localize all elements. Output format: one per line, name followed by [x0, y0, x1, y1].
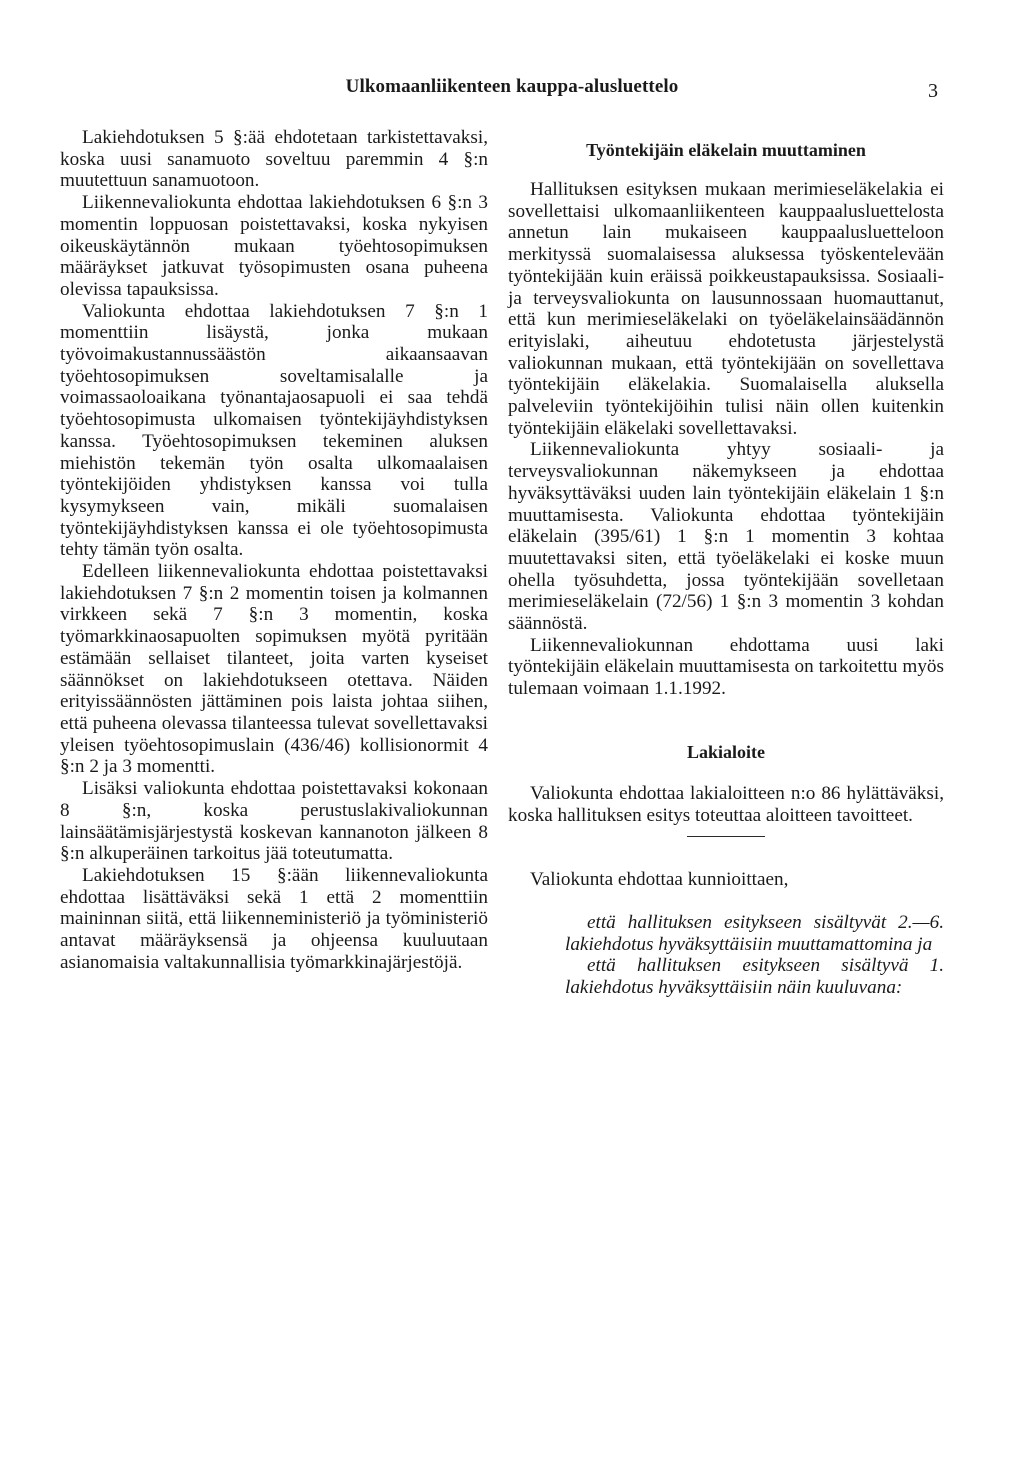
- divider: [687, 836, 765, 837]
- paragraph: Liikennevaliokunta ehdottaa lakiehdotuksen 6 §:n 3 momentin loppuosan poistettavaksi, koska nykyisen oikeuskäytännön mukaan työehtosopimuksen määräykset jatkuvat työsopimusten osana puheena olevissa tapauksissa.: [60, 192, 488, 300]
- paragraph: Lisäksi valiokunta ehdottaa poistettavaksi kokonaan 8 §:n, koska perustuslakivaliokunnan lainsäätämisjärjestystä koskevan kannanoton jälkeen 8 §:n alkuperäinen tarkoitus jää toteutumatta.: [60, 778, 488, 865]
- paragraph: Edelleen liikennevaliokunta ehdottaa poistettavaksi lakiehdotuksen 7 §:n 2 momentin toisen ja kolmannen virkkeen sekä 7 §:n 3 momentin, koska työmarkkinaosapuolten sopimuksen myötä pyritään estämään sellaiset tilanteet, joita varten kyseiset säännökset on lakiehdotukseen otettava. Näiden erityissäännösten jättäminen pois laista johtaa siihen, että puheena olevassa tilanteessa tulevat sovellettavaksi yleisen työehtosopimuslain (436/46) kollisionormit 4 §:n 2 ja 3 momentti.: [60, 561, 488, 778]
- paragraph: Liikennevaliokunta yhtyy sosiaali- ja terveysvaliokunnan näkemykseen ja ehdottaa hyväksyttäväksi uuden lain työntekijäin eläkelain 1 §:n muuttamisesta. Valiokunta ehdottaa työntekijäin eläkelain (395/61) 1 §:n 1 momentin 3 kohtaa muutettavaksi siten, että työeläkelaki ei koske muun ohella työsuhdetta, jossa työntekijään sovelletaan merimieseläkelain (72/56) 1 §:n 3 momentin 3 kohdan säännöstä.: [508, 439, 944, 635]
- paragraph: Valiokunta ehdottaa lakiehdotuksen 7 §:n 1 momenttiin lisäystä, jonka mukaan työvoimakustannussäästön aikaansaavan työehtosopimuksen soveltamisalalle ja voimassaoloaikana työnantajaosapuoli ei saa tehdä työehtosopimusta ulkomaisen työntekijäyhdistyksen kanssa. Työehtosopimuksen tekeminen aluksen miehistön tekemän työn osalta ulkomaalaisen työntekijöiden yhdistyksen kanssa voi tulla kysymykseen vain, mikäli suomalaisen työntekijäyhdistyksen kanssa ei ole työehtosopimusta tehty tämän työn osalta.: [60, 300, 488, 561]
- section-heading-lakialoite: Lakialoite: [686, 741, 765, 762]
- page-number: 3: [928, 80, 938, 102]
- paragraph: Lakiehdotuksen 5 §:ää ehdotetaan tarkistettavaksi, koska uusi sanamuoto soveltuu paremmin 4 §:n muutettuun sanamuotoon.: [60, 127, 488, 192]
- section-heading-pension-act: Työntekijäin eläkelain muuttaminen: [586, 140, 866, 160]
- paragraph: Lakiehdotuksen 15 §:ään liikennevaliokunta ehdottaa lisättäväksi sekä 1 että 2 momenttiin maininnan siitä, että liikenneministeriö ja työministeriö antavat määräyksensä ja ohjeensa kuuluutaan asianomaisia valtakunnallisia työmarkkinajärjestöjä.: [60, 864, 488, 973]
- paragraph: Liikennevaliokunnan ehdottama uusi laki työntekijäin eläkelain muuttamisesta on tarkoitettu myös tulemaan voimaan 1.1.1992.: [508, 634, 944, 700]
- paragraph: Hallituksen esityksen mukaan merimieseläkelakia ei sovellettaisi ulkomaanliikenteen kauppaalusluettelosta annetun lain mukaiseen kauppaalusluetteloon merkityssä suomalaisessa aluksessa työskentelevään työntekijään kuin eräissä poikkeustapauksissa. Sosiaali- ja terveysvaliokunta on lausunnossaan huomauttanut, että kun merimieseläkelaki on työeläkelainsäädännön erityislaki, aiheutuu ehdotetusta järjestelystä valiokunnan mukaan, että työntekijään on sovellettava työntekijäin eläkelakia. Suomalaisella aluksella palveleviin työntekijöihin tulisi näin ollen kuitenkin työntekijäin eläkelaki sovellettavaksi.: [508, 179, 944, 439]
- paragraph: Valiokunta ehdottaa lakialoitteen n:o 86 hylättäväksi, koska hallituksen esitys toteuttaa aloitteen tavoitteet.: [508, 782, 944, 826]
- motion-item: että hallituksen esitykseen sisältyvä 1. lakiehdotus hyväksyttäisiin näin kuuluvana:: [565, 955, 944, 999]
- left-column: [60, 127, 488, 973]
- motion-item: että hallituksen esitykseen sisältyvät 2.—6. lakiehdotus hyväksyttäisiin muuttamattomina ja: [565, 911, 944, 955]
- running-title: Ulkomaanliikenteen kauppa-alusluettelo: [345, 76, 679, 97]
- right-column: [508, 127, 944, 999]
- closing-statement: Valiokunta ehdottaa kunnioittaen,: [530, 869, 789, 891]
